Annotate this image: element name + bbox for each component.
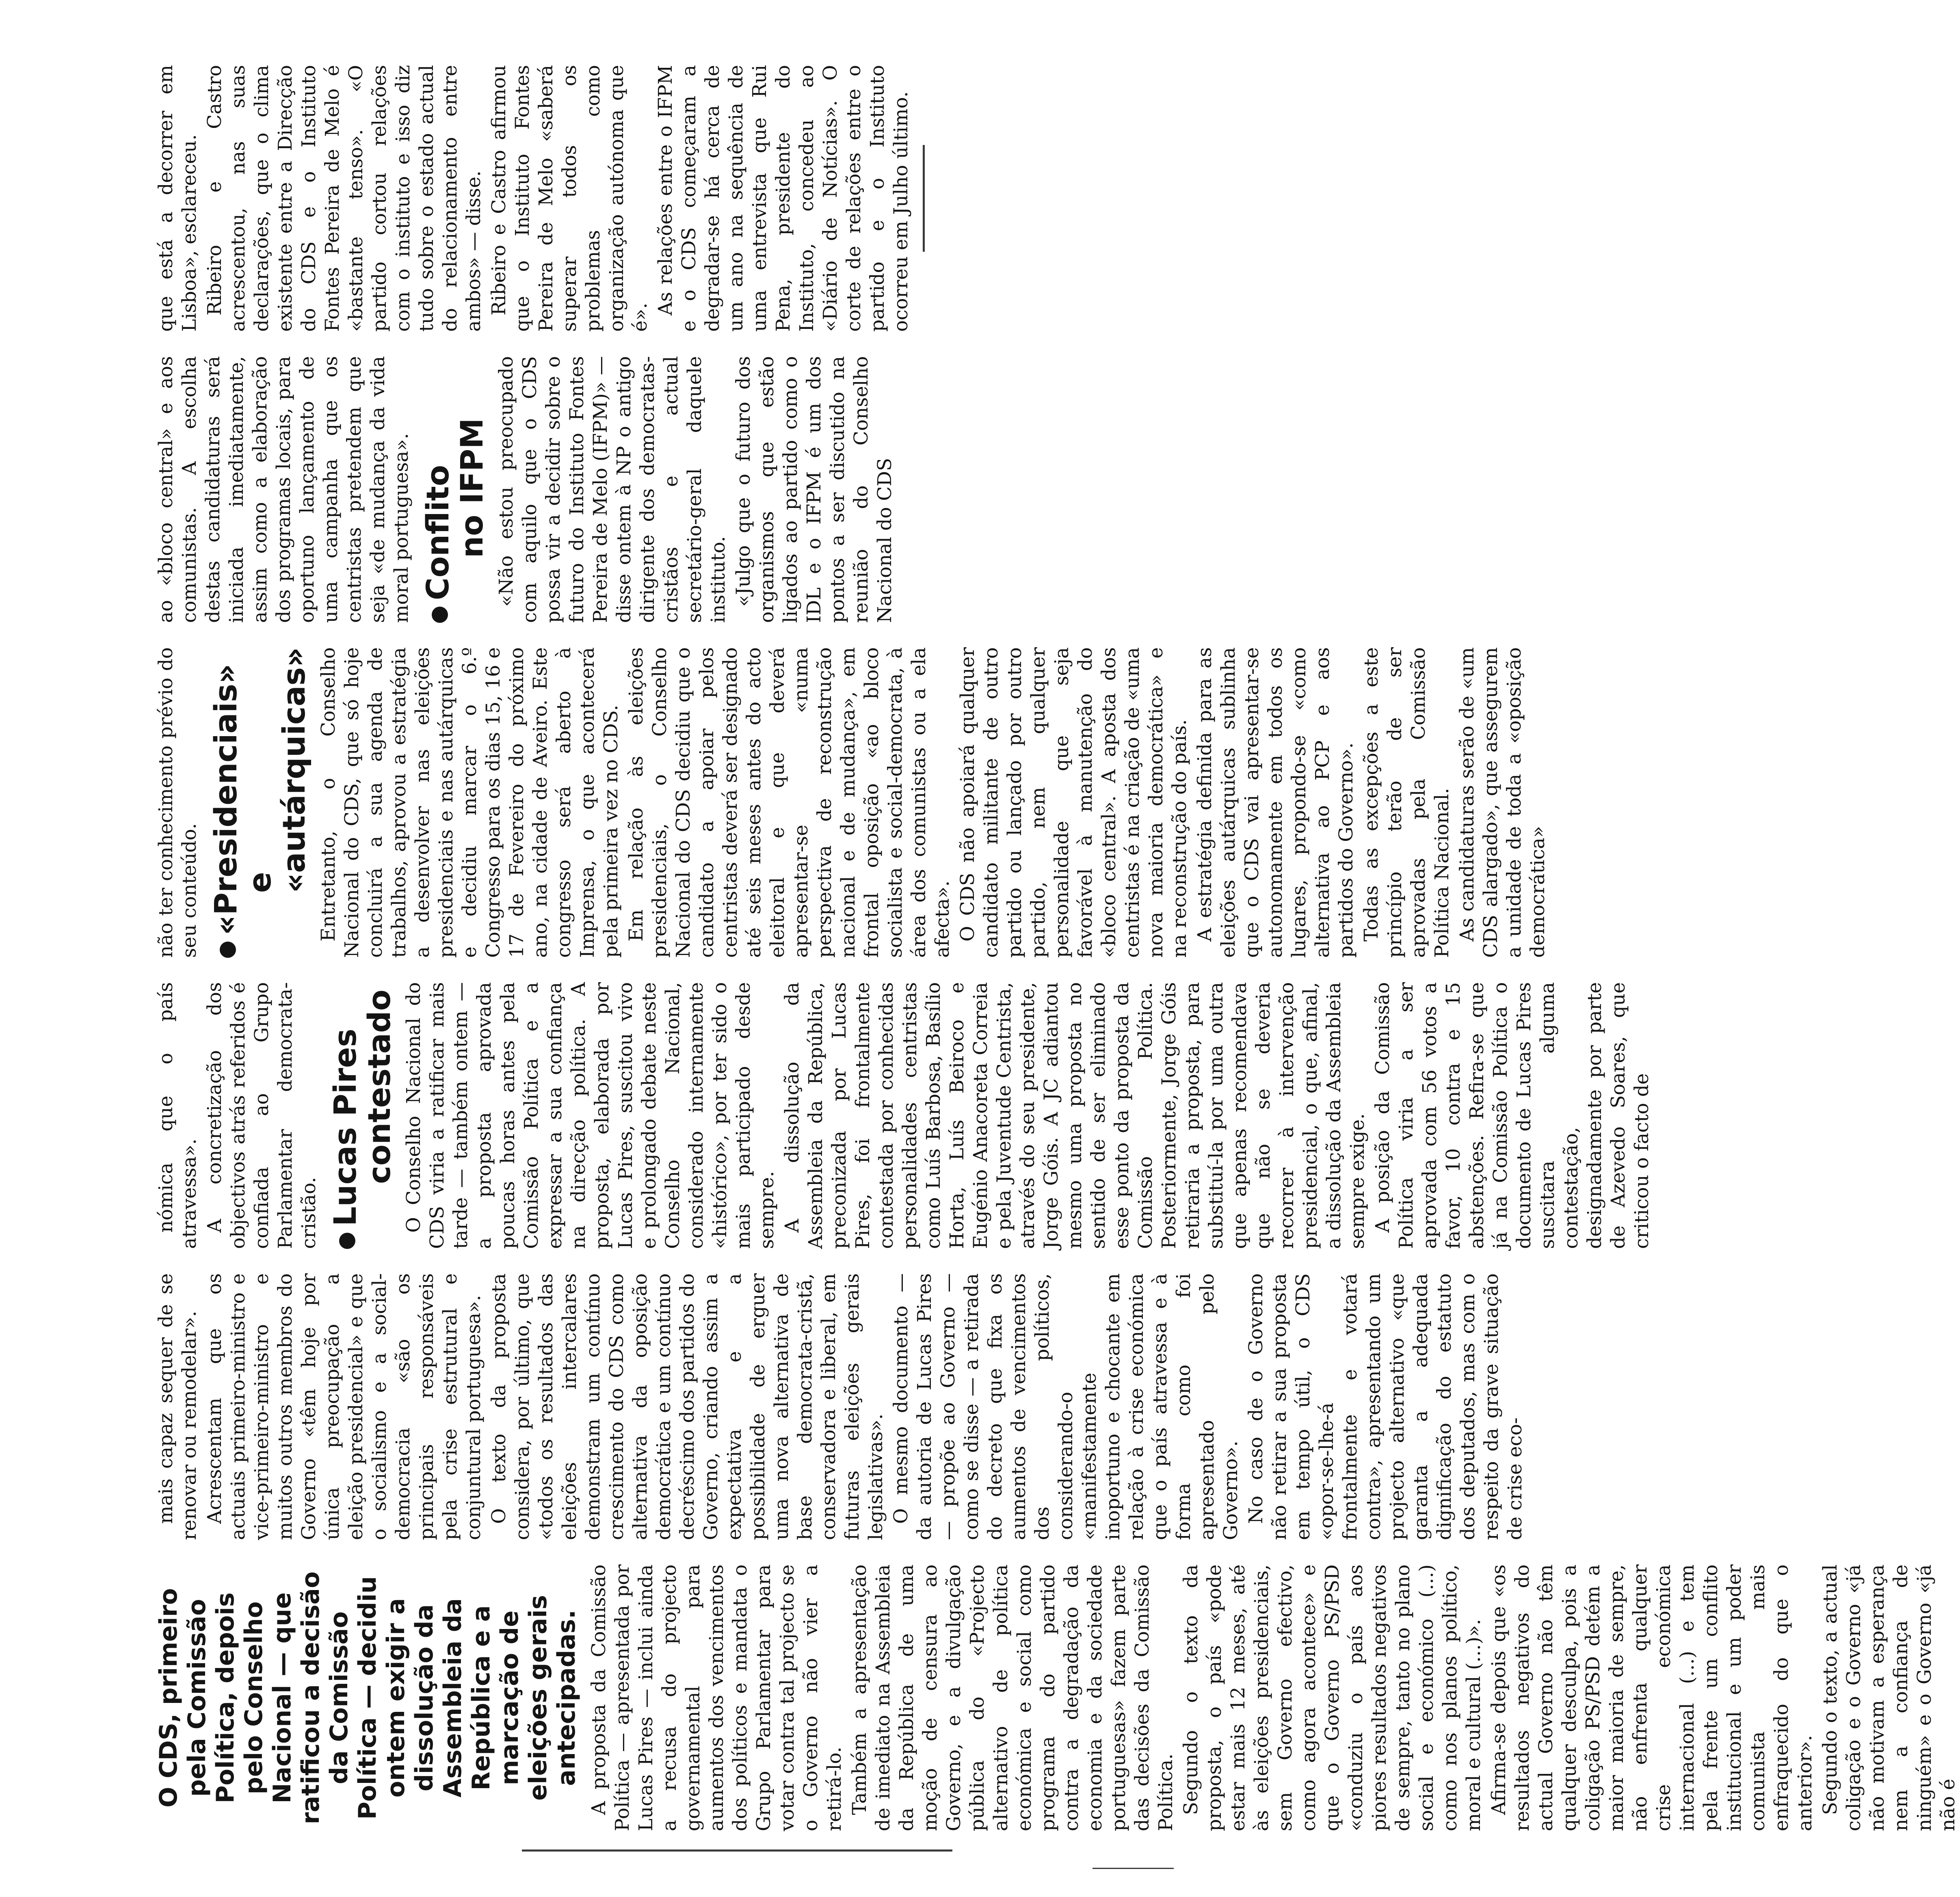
article-columns [154,65,1959,1831]
paragraph: «Julgo que o futuro dos organismos que estão ligados ao partido como o IDL e o IFPM é um dos pontos a ser discutido na reunião do Conselho Nacional do CDS [732,356,896,623]
paragraph: Segundo o texto, a actual coligação e o Governo «já não motivam a esperança nem a confiança de ninguém» e o Governo «já não é [1819,1564,1959,1831]
paragraph: A proposta da Comissão Política — apresentada por Lucas Pires — inclui ainda a recusa do projecto governamental para aumentos dos vencimentos dos políticos e mandata o Grupo Parlamentar para votar contra tal projecto se o Governo não vier a retirá-lo. [588,1564,846,1831]
paragraph: A posição da Comissão Política viria a ser aprovada com 56 votos a favor, 10 contra e 15 abstenções. Refira-se que já na Comissão Política o documento de Lucas Pires suscitara alguma contestação, designadamente por parte de Azevedo Soares, que criticou o facto de [1372,982,1653,1249]
paragraph: As candidaturas serão de «um CDS alargado», que assegurem a unidade de toda a «oposição democrática» [1456,647,1549,958]
article-column [154,356,1170,623]
paragraph: Afirma-se depois que «os resultados negativos do actual Governo não têm qualquer desculpa, pois a coligação PS/PSD detém a maior maioria de sempre, não enfrenta qualquer crise económica internacional (...) e tem pela frente um conflito institucional e um poder comunista mais enfraquecido do que o anterior». [1488,1564,1816,1831]
article-rotated [154,65,1959,1831]
paragraph: Todas as excepções a este princípio terão de ser aprovadas pela Comissão Política Nacional. [1360,647,1453,958]
article-column [154,1273,1526,1540]
subheading [421,356,489,623]
paragraph: A estratégia definida para as eleições autárquicas sublinha que o CDS vai apresentar-se autonomamente em todos os lugares, propondo-se «como alternativa ao PCP e aos partidos do Governo». [1194,647,1357,958]
top-right-rule [1092,1868,1174,1869]
paragraph: Segundo o texto da proposta, o país «pode estar mais 12 meses, até às eleições presidenciais, sem Governo efectivo, como agora acontece» e que o Governo PS/PSD «conduziu o país aos piores resultados negativos de sempre, tanto no plano social e económico (...) como nos planos político, moral e cultural (...)». [1180,1564,1485,1831]
paragraph: nómica que o país atravessa». [155,982,201,1249]
paragraph: As relações entre o IFPM e o CDS começaram a degradar-se há cerca de um ano na sequência de uma entrevista que Rui Pena, presidente do Instituto, concedeu ao «Diário de Notícias». O corte de relações entre o partido e o Instituto ocorreu em Julho último. [654,65,912,332]
paragraph: Em relação às eleições presidenciais, o Conselho Nacional do CDS decidiu que o candidato a apoiar pelos centristas deverá ser designado até seis meses antes do acto eleitoral e que deverá apresentar-se «numa perspectiva de reconstrução nacional e de mudança», em frontal oposição «ao bloco socialista e social-democrata, à área dos comunistas ou a ela afecta». [625,647,954,958]
paragraph: Ribeiro e Castro acrescentou, nas suas declarações, que o clima existente entre a Direcção do CDS e o Instituto Fontes Pereira de Melo é «bastante tenso». «O partido cortou relações com o instituto e isso diz tudo sobre o estado actual do relacionamento entre ambos» — disse. [203,65,485,332]
paragraph: O CDS não apoiará qualquer candidato militante de outro partido ou lançado por outro partido, nem qualquer personalidade que seja favorável à manutenção do «bloco central». A aposta dos centristas é na criação de «uma nova maioria democrática» e na reconstrução do país. [956,647,1191,958]
bullet-icon [432,607,448,623]
article-column [154,1564,1959,1831]
paragraph: O Conselho Nacional do CDS viria a ratificar mais tarde — também ontem — a proposta aprovada poucas horas antes pela Comissão Política e a expressar a sua confiança na direcção política. A proposta, elaborada por Lucas Pires, suscitou vivo e prolongado debate neste Conselho Nacional, considerado internamente «histórico», por ter sido o mais participado desde sempre. [402,982,778,1249]
paragraph: Também a apresentação de imediato na Assembleia da República de uma moção de censura ao Governo, e a divulgação pública do «Projecto alternativo de política económica e social como programa do partido contra a degradação da economia e da sociedade portuguesas» fazem parte das decisões da Comissão Política. [848,1564,1177,1831]
paragraph: que está a decorrer em Lisboa», esclareceu. [155,65,201,332]
article-column [154,65,1170,332]
paragraph: O mesmo documento — da autoria de Lucas Pires — propõe ao Governo — como se disse — a retirada do decreto que fixa os aumentos de vencimentos dos políticos, considerando-o «manifestamente inoportuno e chocante em relação à crise económica que o país atravessa e à forma como foi apresentado pelo Governo». [890,1273,1242,1540]
subheading-line: Lucas Pires [327,1028,363,1226]
subheading-line: no IFPM [454,418,490,558]
subheading-line: contestado [361,990,397,1184]
article-column [154,647,1549,958]
article-column [154,982,1653,1249]
paragraph: mais capaz sequer de se renovar ou remodelar». [155,1273,201,1540]
subheading-line: e «autárquicas» [242,647,312,893]
top-left-rule [522,1849,952,1852]
bullet-icon [339,1233,355,1249]
bullet-icon [220,942,236,958]
paragraph: A concretização dos objectivos atrás referidos é confiada ao Grupo Parlamentar democrata-cristão. [203,982,320,1249]
paragraph: ao «bloco central» e aos comunistas. A escolha destas candidaturas será iniciada imediatamente, assim como a elaboração dos programas locais, para oportuno lançamento de uma campanha que os centristas pretendem que seja «de mudança da vida moral portuguesa». [155,356,413,623]
paragraph: Entretanto, o Conselho Nacional do CDS, que só hoje concluirá a sua agenda de trabalhos, aprovou a estratégia a desenvolver nas eleições presidenciais e nas autárquicas e decidiu marcar o 6.º Congresso para os dias 15, 16 e 17 de Fevereiro do próximo ano, na cidade de Aveiro. Este congresso será aberto à Imprensa, o que acontecerá pela primeira vez no CDS. [317,647,622,958]
end-rule [923,145,925,252]
subheading [328,982,396,1249]
paragraph: não ter conhecimento prévio do seu conteúdo. [155,647,201,958]
paragraph: Acrescentam que os actuais primeiro-ministro e vice-primeiro-ministro e muitos outros membros do Governo «têm hoje por única preocupação a eleição presidencial» e que o socialismo e a social-democracia «são os principais responsáveis pela crise estrutural e conjuntural portuguesa». [203,1273,485,1540]
subheading-line: Conflito [420,465,456,601]
paragraph: A dissolução da Assembleia da República, preconizada por Lucas Pires, foi frontalmente contestada por conhecidas personalidades centristas como Luís Barbosa, Basílio Horta, Luís Beiroco e Eugénio Anacoreta Correia e pela Juventude Centrista, através do seu presidente, Jorge Góis. A JC adiantou mesmo uma proposta no sentido de ser eliminado esse ponto da proposta da Comissão Política. Posteriormente, Jorge Góis retiraria a proposta, para substituí-la por uma outra que apenas recomendava que não se deveria recorrer à intervenção presidencial, o que, afinal, a dissolução da Assembleia sempre exige. [781,982,1369,1249]
subheading-line: «Presidenciais» [208,663,244,935]
paragraph: O texto da proposta considera, por último, que «todos os resultados das eleições intercalares demonstram um contínuo crescimento do CDS como alternativa da oposição democrática e um contínuo decréscimo dos partidos do Governo, criando assim a expectativa e a possibilidade de erguer uma nova alternativa de base democrata-cristã, conservadora e liberal, em futuras eleições gerais legislativas». [488,1273,887,1540]
subheading [209,647,311,958]
paragraph: «Não estou preocupado com aquilo que o CDS possa vir a decidir sobre o futuro do Instituto Fontes Pereira de Melo (IFPM)» — disse ontem à NP o antigo dirigente dos democratas-cristãos e actual secretário-geral daquele instituto. [495,356,729,623]
paragraph: Ribeiro e Castro afirmou que o Instituto Fontes Pereira de Melo «saberá superar todos os problemas como organização autónoma que é». [488,65,651,332]
paragraph: No caso de o Governo não retirar a sua proposta em tempo útil, o CDS «opor-se-lhe-á frontalmente e votará contra», apresentando um projecto alternativo «que garanta a adequada dignificação do estatuto dos deputados, mas com o respeito da grave situação de crise eco- [1245,1273,1526,1540]
article-lede: O CDS, primeiro pela Comissão Política, depois pelo Conselho Nacional — que ratificou a decisão da Comissão Política — decidiu ontem exigir a dissolução da Assembleia da República e a marcação de eleições gerais antecipadas. [154,1571,581,1824]
